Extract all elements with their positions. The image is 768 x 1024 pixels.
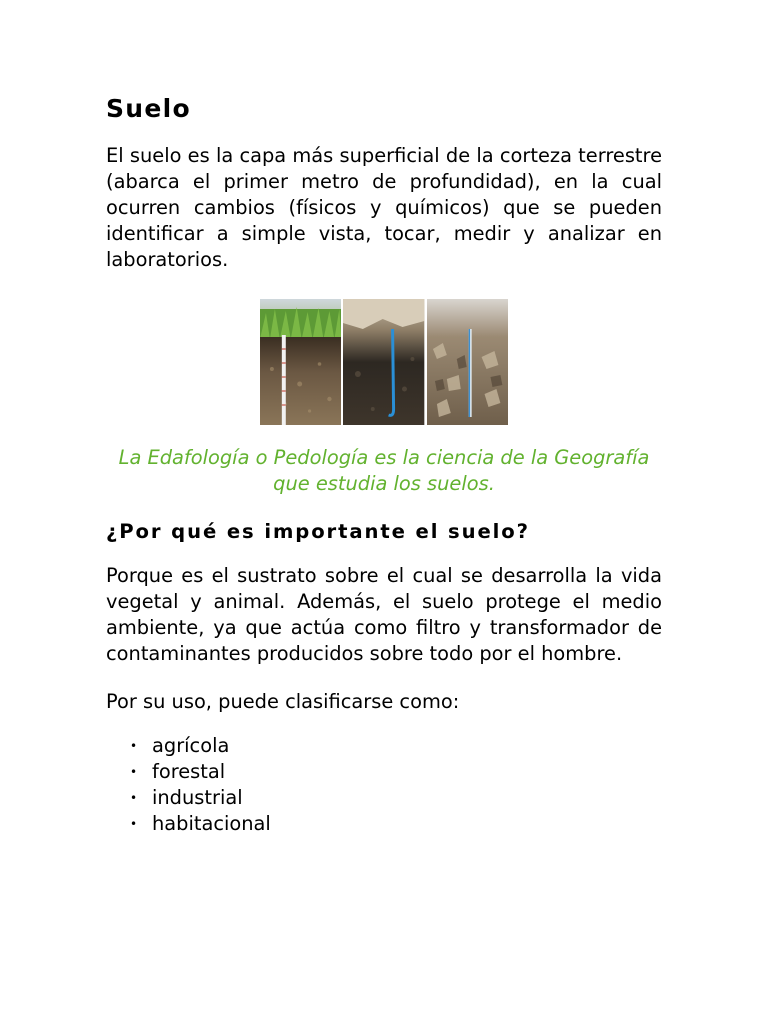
soil-profile-rocky-photo (427, 299, 508, 425)
list-item (106, 811, 662, 837)
bullet-icon: • (130, 765, 138, 779)
list-item-label: habitacional (152, 812, 271, 835)
bullet-icon: • (130, 739, 138, 753)
bullet-icon: • (130, 791, 138, 805)
list-item-label: forestal (152, 760, 226, 783)
importance-paragraph: Porque es el sustrato sobre el cual se desarrolla la vida vegetal y animal. Además, el suelo protege el medio ambiente, ya que actúa como filtro y transformador de contaminantes producidos sobre todo por el hombre. (106, 564, 662, 665)
list-item-label: agrícola (152, 734, 230, 757)
list-item-label: industrial (152, 786, 243, 809)
list-item (106, 785, 662, 811)
soil-uses-list (106, 733, 662, 837)
soil-profile-dark-photo (343, 299, 424, 425)
soil-photo-strip (260, 299, 508, 425)
list-item (106, 759, 662, 785)
list-item (106, 733, 662, 759)
intro-paragraph: El suelo es la capa más superficial de la corteza terrestre (abarca el primer metro de profundidad), en la cual ocurren cambios (físicos y químicos) que se pueden identificar a simple vista, tocar, medir y analizar en laboratorios. (106, 144, 662, 271)
document-page (106, 92, 662, 837)
section-heading: ¿Por qué es importante el suelo? (106, 520, 530, 543)
classification-intro: Por su uso, puede clasificarse como: (106, 690, 460, 713)
page-title: Suelo (106, 94, 192, 123)
edafologia-caption: La Edafología o Pedología es la ciencia de la Geografía que estudia los suelos. (118, 446, 650, 495)
bullet-icon: • (130, 817, 138, 831)
soil-profile-grass-photo (260, 299, 341, 425)
